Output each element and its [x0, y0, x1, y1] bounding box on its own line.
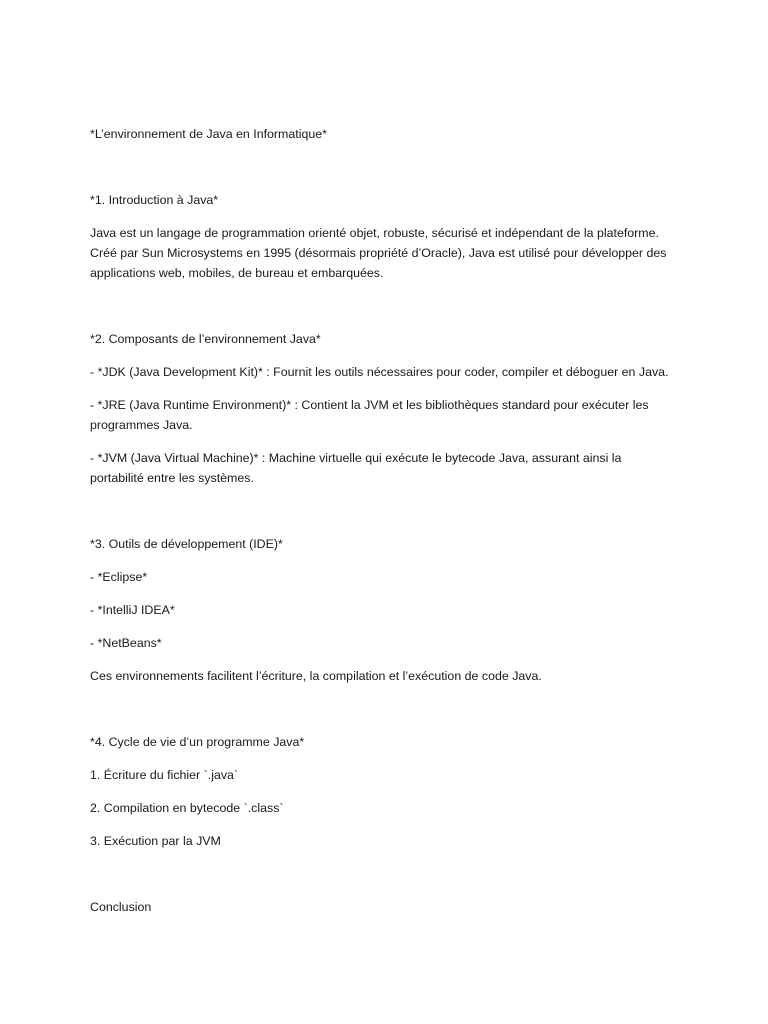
section-heading-introduction: *1. Introduction à Java* — [90, 193, 219, 207]
list-item-jvm-continued: portabilité entre les systèmes. — [90, 471, 254, 485]
lifecycle-step: 2. Compilation en bytecode `.class` — [90, 801, 284, 815]
document-title: *L’environnement de Java en Informatique* — [90, 127, 327, 141]
intro-paragraph-line: Java est un langage de programmation orienté objet, robuste, sécurisé et indépendant de la plateforme. — [90, 226, 659, 240]
list-item-jre: - *JRE (Java Runtime Environment)* : Contient la JVM et les bibliothèques standard pour exécuter les — [90, 398, 649, 412]
list-item-netbeans: - *NetBeans* — [90, 636, 162, 650]
intro-paragraph-line: applications web, mobiles, de bureau et embarquées. — [90, 266, 384, 280]
list-item-eclipse: - *Eclipse* — [90, 570, 148, 584]
lifecycle-step: 3. Exécution par la JVM — [90, 834, 221, 848]
list-item-intellij: - *IntelliJ IDEA* — [90, 603, 175, 617]
section-heading-conclusion: Conclusion — [90, 900, 152, 914]
list-item-jre-continued: programmes Java. — [90, 418, 193, 432]
section-heading-components: *2. Composants de l’environnement Java* — [90, 332, 321, 346]
list-item-jdk: - *JDK (Java Development Kit)* : Fournit les outils nécessaires pour coder, compiler et déboguer en Java. — [90, 365, 669, 379]
intro-paragraph-line: Créé par Sun Microsystems en 1995 (désormais propriété d’Oracle), Java est utilisé pour développer des — [90, 246, 667, 260]
section-heading-lifecycle: *4. Cycle de vie d’un programme Java* — [90, 735, 305, 749]
tools-note: Ces environnements facilitent l’écriture, la compilation et l’exécution de code Java. — [90, 669, 542, 683]
lifecycle-step: 1. Écriture du fichier `.java` — [90, 768, 239, 782]
list-item-jvm: - *JVM (Java Virtual Machine)* : Machine virtuelle qui exécute le bytecode Java, assurant ainsi la — [90, 451, 622, 465]
section-heading-tools: *3. Outils de développement (IDE)* — [90, 537, 283, 551]
